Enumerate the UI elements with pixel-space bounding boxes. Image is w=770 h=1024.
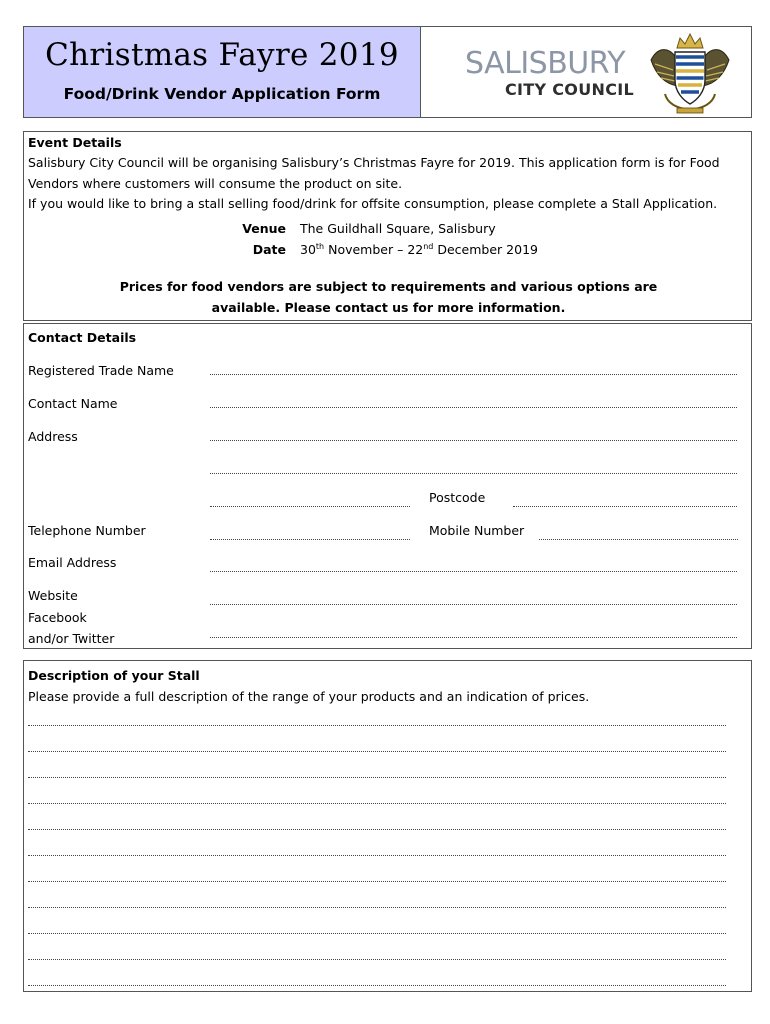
description-line[interactable] [28,855,726,856]
form-title: Christmas Fayre 2019 [45,37,399,73]
contact-name-label: Contact Name [28,396,118,411]
stall-description-instruction: Please provide a full description of the range of your products and an indication of prices. [28,689,590,704]
description-line[interactable] [28,725,726,726]
contact-details-heading: Contact Details [28,330,137,345]
title-panel [23,26,421,118]
stall-description-section [23,660,752,992]
logo-subtitle: CITY COUNCIL [505,80,634,99]
website-label: Website [28,588,78,603]
facebook-label: Facebook [28,610,87,625]
address-field-line-1[interactable] [210,440,737,441]
description-line[interactable] [28,829,726,830]
trade-name-field[interactable] [210,374,737,375]
prices-note-line: Prices for food vendors are subject to requirements and various options are [119,279,658,294]
email-field[interactable] [210,571,737,572]
coat-of-arms-icon [647,30,733,116]
event-description-line: Vendors where customers will consume the product on site. [28,176,403,191]
postcode-field[interactable] [513,506,737,507]
form-subtitle: Food/Drink Vendor Application Form [63,85,381,103]
description-line[interactable] [28,959,726,960]
logo-wordmark: SALISBURY [465,46,626,81]
twitter-label: and/or Twitter [28,631,115,646]
event-details-heading: Event Details [28,135,122,150]
website-field[interactable] [210,604,737,605]
council-logo [421,26,752,118]
event-description-line: Salisbury City Council will be organising Salisbury’s Christmas Fayre for 2019. This application form is for Food [28,155,720,170]
contact-name-field[interactable] [210,407,737,408]
venue-label: Venue [242,221,286,236]
address-field-line-3[interactable] [210,506,410,507]
description-line[interactable] [28,933,726,934]
telephone-label: Telephone Number [28,523,146,538]
trade-name-label: Registered Trade Name [28,363,174,378]
mobile-field[interactable] [539,539,738,540]
event-details-section [23,131,752,321]
stall-description-heading: Description of your Stall [28,668,200,683]
mobile-label: Mobile Number [429,523,525,538]
address-field-line-2[interactable] [210,473,737,474]
prices-note-line: available. Please contact us for more information. [211,300,566,315]
description-line[interactable] [28,751,726,752]
description-line[interactable] [28,881,726,882]
event-description-line: If you would like to bring a stall selling food/drink for offsite consumption, please complete a Stall Application. [28,196,718,211]
address-label: Address [28,429,78,444]
description-line[interactable] [28,907,726,908]
venue-value: The Guildhall Square, Salisbury [300,221,496,236]
description-line[interactable] [28,777,726,778]
description-line[interactable] [28,985,726,986]
date-label: Date [252,242,286,257]
date-value: 30th November – 22nd December 2019 [300,241,538,257]
social-media-field[interactable] [210,637,737,638]
description-line[interactable] [28,803,726,804]
email-label: Email Address [28,555,117,570]
telephone-field[interactable] [210,539,410,540]
contact-details-section [23,323,752,649]
postcode-label: Postcode [429,490,486,505]
